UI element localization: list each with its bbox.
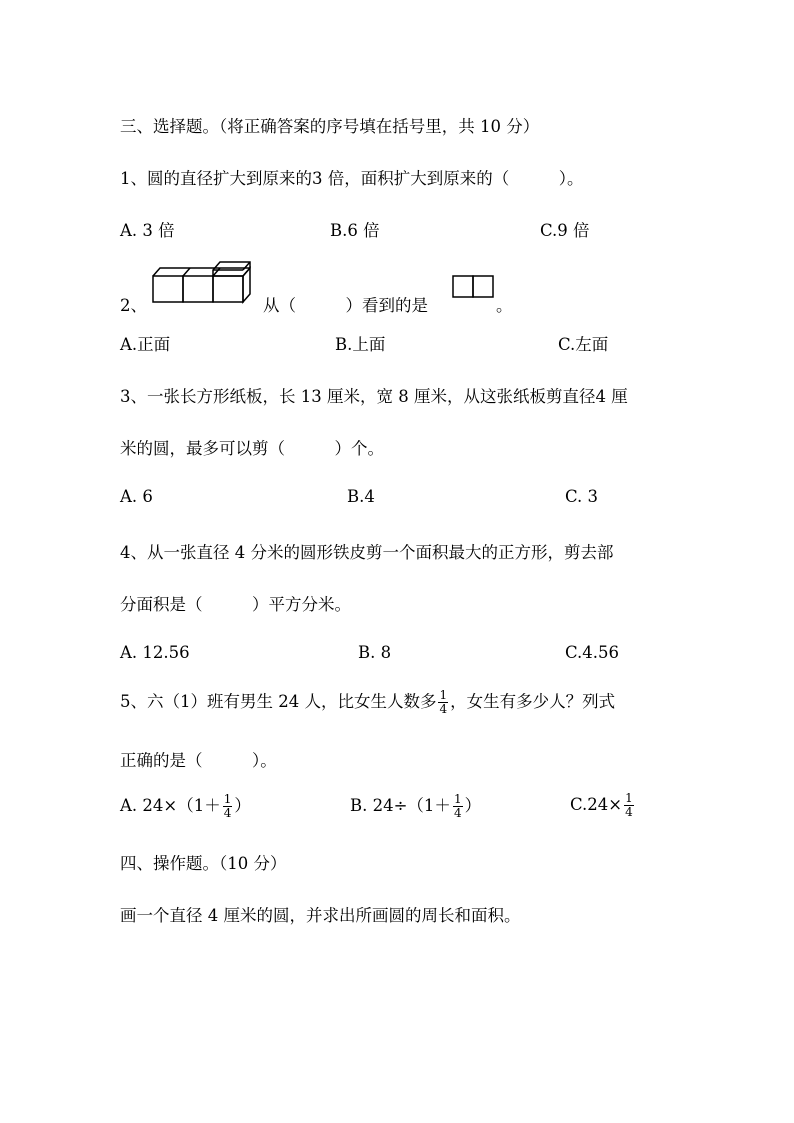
- question-1-option-b: B.6 倍: [330, 221, 380, 240]
- option-a-expression-start: A. 24×（1＋: [120, 796, 221, 815]
- question-3-stem-line-1: 3、一张长方形纸板，长 13 厘米，宽 8 厘米，从这张纸板剪直径4 厘: [120, 387, 628, 406]
- question-3-option-b: B.4: [347, 487, 375, 506]
- question-1-stem: 1、圆的直径扩大到原来的3 倍，面积扩大到原来的（ ）。: [120, 169, 584, 188]
- question-5-stem-line-2: 正确的是（ ）。: [120, 751, 277, 770]
- fraction-one-quarter: [453, 793, 463, 820]
- question-5-stem-part-a: 5、六（1）班有男生 24 人，比女生人数多: [120, 692, 437, 711]
- question-5-option-a: [120, 792, 251, 820]
- question-3-option-a: A. 6: [120, 487, 153, 506]
- fraction-one-quarter: [223, 793, 233, 820]
- question-5-stem-line-1: [120, 688, 615, 716]
- fraction-denominator: 4: [453, 806, 462, 820]
- fraction-numerator: 1: [223, 792, 232, 806]
- question-4-option-c: C.4.56: [565, 643, 620, 662]
- fraction-numerator: 1: [625, 791, 633, 805]
- question-3-stem-line-2: 米的圆，最多可以剪（ ）个。: [120, 439, 384, 458]
- question-4-option-a: A. 12.56: [120, 643, 190, 662]
- question-1-option-a: A. 3 倍: [120, 221, 175, 240]
- fraction-one-quarter: [438, 689, 448, 716]
- two-squares-view-figure: [452, 275, 496, 299]
- question-2-option-b: B.上面: [335, 335, 386, 354]
- section-4-title: 四、操作题。（10 分）: [120, 854, 287, 873]
- question-2-option-a: A.正面: [120, 335, 171, 354]
- section-3-title: 三、选择题。（将正确答案的序号填在括号里，共 10 分）: [120, 117, 540, 136]
- fraction-denominator: 4: [439, 702, 448, 716]
- question-2-stem: 从（ ）看到的是: [263, 296, 428, 315]
- fraction-one-quarter: [624, 792, 634, 819]
- section-4-task: 画一个直径 4 厘米的圆，并求出所画圆的周长和面积。: [120, 906, 521, 925]
- option-b-expression-end: ）: [464, 796, 482, 815]
- question-2-number: 2、: [120, 296, 147, 315]
- question-5-option-c: [570, 792, 636, 819]
- question-2-option-c: C.左面: [558, 335, 609, 354]
- question-3-option-c: C. 3: [565, 487, 599, 506]
- question-5-stem-part-b: ，女生有多少人？列式: [450, 692, 616, 711]
- option-b-expression-start: B. 24÷（1＋: [350, 796, 451, 815]
- fraction-numerator: 1: [439, 688, 448, 702]
- option-c-expression-start: C.24×: [570, 795, 623, 814]
- fraction-denominator: 4: [223, 806, 232, 820]
- option-a-expression-end: ）: [234, 796, 251, 815]
- fraction-denominator: 4: [625, 805, 633, 819]
- cube-stack-figure: [150, 260, 262, 305]
- question-5-option-b: [350, 792, 481, 820]
- question-4-stem-line-1: 4、从一张直径 4 分米的圆形铁皮剪一个面积最大的正方形，剪去部: [120, 543, 614, 562]
- question-2-stem-end: 。: [496, 296, 513, 315]
- fraction-numerator: 1: [453, 792, 462, 806]
- question-4-stem-line-2: 分面积是（ ）平方分米。: [120, 595, 351, 614]
- question-1-option-c: C.9 倍: [540, 221, 590, 240]
- question-4-option-b: B. 8: [358, 643, 392, 662]
